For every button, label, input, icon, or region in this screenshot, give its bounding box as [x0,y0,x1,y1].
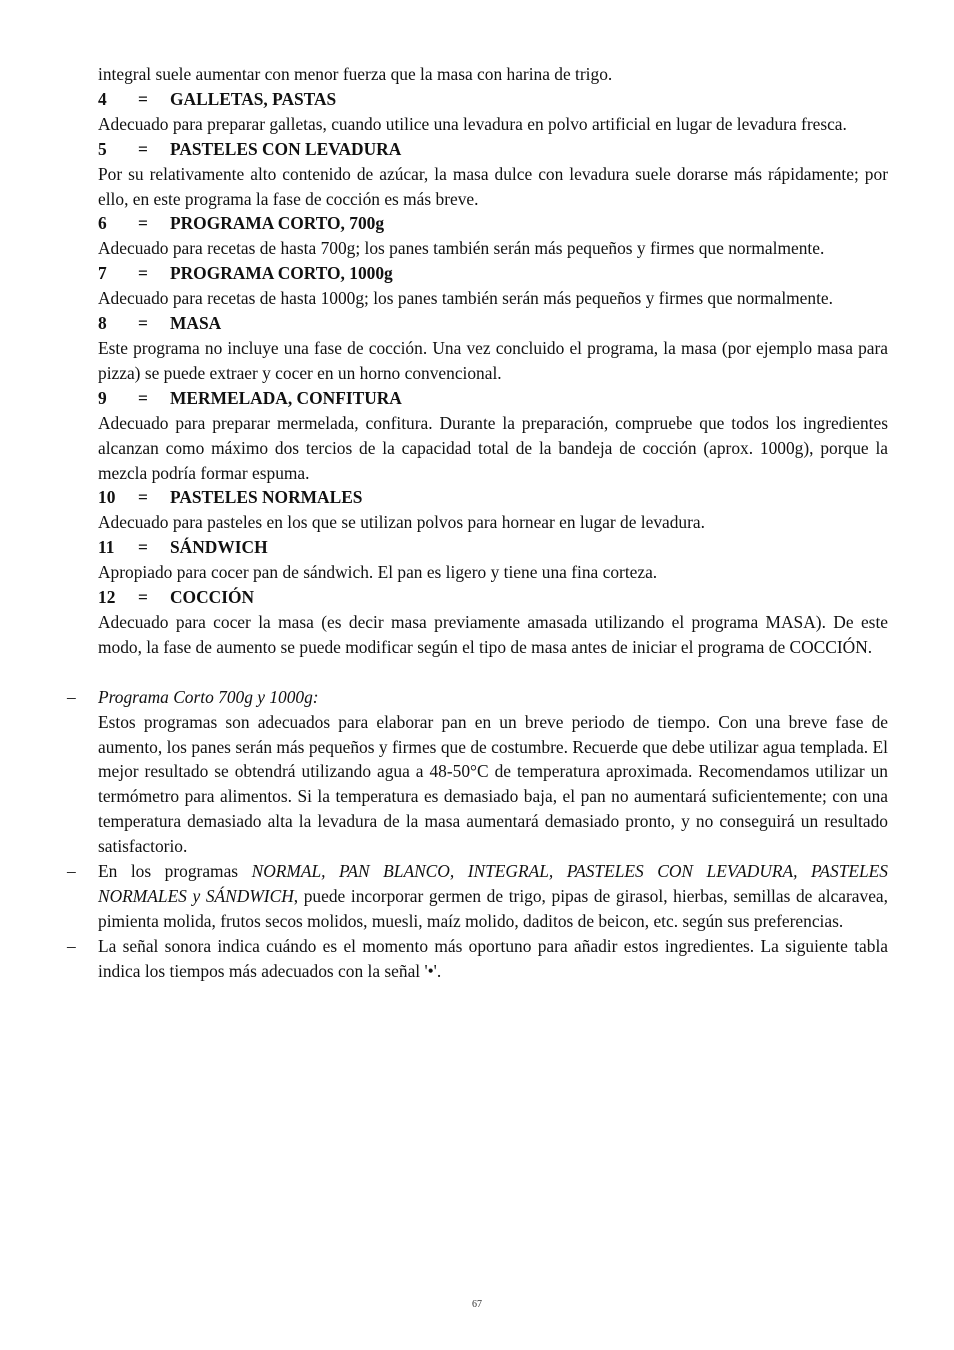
equals-sign: = [138,537,148,558]
note-title: Programa Corto 700g y 1000g: [98,686,319,707]
dash-bullet: – [67,861,76,882]
dash-bullet: – [67,686,76,707]
equals-sign: = [138,88,148,109]
equals-sign: = [138,587,148,608]
program-heading [98,211,888,236]
program-description: Adecuado para preparar galletas, cuando utilice una levadura en polvo artificial en lugar de levadura fresca. [98,113,847,134]
notes-list [67,685,888,984]
program-heading [98,386,888,411]
program-description: Este programa no incluye una fase de cocción. Una vez concluido el programa, la masa (por ejemplo masa para pizza) se puede extraer y cocer en un horno convencional. [98,337,888,383]
program-title: GALLETAS, PASTAS [170,88,337,109]
program-7 [98,261,888,311]
program-title: SÁNDWICH [170,537,268,558]
program-number: 9 [98,387,107,408]
program-8 [98,311,888,386]
program-number: 12 [98,587,116,608]
program-title: COCCIÓN [170,587,255,608]
program-10 [98,485,888,535]
note-beep-signal [67,934,888,984]
equals-sign: = [138,138,148,159]
program-description: Adecuado para recetas de hasta 700g; los panes también serán más pequeños y firmes que normalmente. [98,238,825,259]
program-description: Adecuado para preparar mermelada, confitura. Durante la preparación, compruebe que todos los ingredientes alcanzan como máximo dos tercios de la capacidad total de la bandeja de cocción (aprox. 1000g), porque la mezcla podría formar espuma. [98,412,888,483]
program-number: 7 [98,263,107,284]
spacer [98,660,888,685]
page-number: 67 [472,1299,482,1310]
program-number: 6 [98,213,107,234]
program-title: MASA [170,313,222,334]
note-text-post: , puede incorporar germen de trigo, pipas de girasol, hierbas, semillas de alcaravea, pimienta molida, frutos secos molidos, muesli, maíz molido, daditos de beicon, etc. según sus preferencias. [98,886,888,931]
note-text: Estos programas son adecuados para elaborar pan en un breve periodo de tiempo. Con una breve fase de aumento, los panes serán más pequeños y firmes que de costumbre. Recuerde que debe utilizar agua templada. El mejor resultado se obtendrá utilizando agua a 48-50°C de temperatura aproximada. Recomendamos utilizar un termómetro para alimentos. Si la temperatura es demasiado baja, el pan no aumentará suficientemente; con una temperatura demasiado alta la levadura de la masa aumentará demasiado pronto, y no conseguirá un resultado satisfactorio. [98,711,888,857]
program-heading [98,137,888,162]
note-short-programs [67,685,888,859]
note-text [98,859,888,934]
equals-sign: = [138,387,148,408]
note-text: La señal sonora indica cuándo es el momento más oportuno para añadir estos ingredientes. La siguiente tabla indica los tiempos más adecuados con la señal '•'. [98,935,888,981]
note-program-names: NORMAL, PAN BLANCO, INTEGRAL, PASTELES CON LEVADURA, PASTELES NORMALES y SÁNDWICH [98,861,888,906]
program-description: Por su relativamente alto contenido de azúcar, la masa dulce con levadura suele dorarse más rápidamente; por ello, en este programa la fase de cocción es más breve. [98,163,888,209]
program-description: Adecuado para cocer la masa (es decir masa previamente amasada utilizando el programa MASA). De este modo, la fase de aumento se puede modificar según el tipo de masa antes de iniciar el programa de COCCIÓN. [98,611,888,657]
program-heading [98,485,888,510]
program-5 [98,137,888,212]
dash-bullet: – [67,935,76,956]
program-heading [98,261,888,286]
equals-sign: = [138,263,148,284]
intro-line: integral suele aumentar con menor fuerza que la masa con harina de trigo. [98,64,613,84]
program-title: MERMELADA, CONFITURA [170,387,402,408]
program-number: 5 [98,138,107,159]
program-heading [98,311,888,336]
program-6 [98,211,888,261]
program-title: PROGRAMA CORTO, 1000g [170,263,393,284]
program-number: 10 [98,487,116,508]
program-title: PROGRAMA CORTO, 700g [170,213,385,234]
note-ingredients [67,859,888,934]
program-heading [98,585,888,610]
program-number: 8 [98,313,107,334]
program-title: PASTELES NORMALES [170,487,363,508]
program-description: Apropiado para cocer pan de sándwich. El pan es ligero y tiene una fina corteza. [98,562,658,583]
program-description: Adecuado para recetas de hasta 1000g; los panes también serán más pequeños y firmes que normalmente. [98,288,833,309]
program-number: 4 [98,88,107,109]
program-title: PASTELES CON LEVADURA [170,138,402,159]
program-description: Adecuado para pasteles en los que se utilizan polvos para hornear en lugar de levadura. [98,512,705,533]
program-heading [98,87,888,112]
note-text-pre: En los programas [98,861,252,882]
equals-sign: = [138,487,148,508]
program-12 [98,585,888,660]
program-11 [98,535,888,585]
program-heading [98,535,888,560]
page-content [67,62,888,984]
program-9 [98,386,888,486]
equals-sign: = [138,313,148,334]
equals-sign: = [138,213,148,234]
program-number: 11 [98,537,115,558]
program-4 [98,87,888,137]
